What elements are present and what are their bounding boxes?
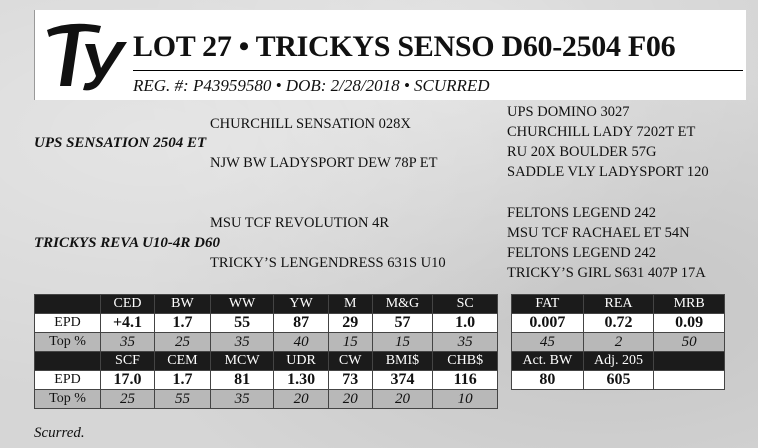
- epd-value: +4.1: [101, 314, 155, 333]
- percentile-value: 35: [210, 333, 273, 352]
- header-cell: SCF: [101, 352, 155, 371]
- epd-value: 29: [328, 314, 372, 333]
- percentile-value: 35: [210, 390, 273, 409]
- percentile-value: 25: [155, 333, 211, 352]
- header-cell: MCW: [210, 352, 273, 371]
- divider: [133, 70, 743, 71]
- epd-value: 57: [372, 314, 433, 333]
- header-cell: MRB: [654, 295, 725, 314]
- epd-value: 0.007: [512, 314, 584, 333]
- pedigree-sire-sire-sire: UPS DOMINO 3027: [507, 104, 630, 120]
- pedigree-sire-dam-sire: RU 20X BOULDER 57G: [507, 144, 657, 160]
- header-cell: Adj. 205: [583, 352, 654, 371]
- table-row: [35, 333, 498, 352]
- epd-value: 1.0: [433, 314, 498, 333]
- header-cell: BMI$: [372, 352, 433, 371]
- row-label: Top %: [35, 390, 101, 409]
- epd-value: 81: [210, 371, 273, 390]
- epd-value: 1.7: [155, 314, 211, 333]
- weight-value: [654, 371, 725, 390]
- pedigree-sire-dam-dam: SADDLE VLY LADYSPORT 120: [507, 164, 709, 180]
- percentile-value: 35: [101, 333, 155, 352]
- row-label: EPD: [35, 371, 101, 390]
- table-row: [512, 371, 725, 390]
- percentile-value: 10: [433, 390, 498, 409]
- table-header-row: [512, 295, 725, 314]
- header-cell: M&G: [372, 295, 433, 314]
- table-header-row: [512, 352, 725, 371]
- weight-value: 80: [512, 371, 584, 390]
- table-corner: [35, 295, 101, 314]
- percentile-value: 25: [101, 390, 155, 409]
- pedigree-sire: UPS SENSATION 2504 ET: [34, 135, 207, 151]
- header-cell: CW: [328, 352, 372, 371]
- header-cell: BW: [155, 295, 211, 314]
- pedigree-dam-dam-sire: FELTONS LEGEND 242: [507, 245, 657, 261]
- percentile-value: 45: [512, 333, 584, 352]
- brand-logo: [41, 16, 131, 94]
- header-cell: Act. BW: [512, 352, 584, 371]
- percentile-value: 20: [274, 390, 329, 409]
- percentile-value: 35: [433, 333, 498, 352]
- pedigree-dam-sire: MSU TCF REVOLUTION 4R: [210, 215, 389, 231]
- epd-value: 55: [210, 314, 273, 333]
- registration-line: REG. #: P43959580 • DOB: 2/28/2018 • SCURRED: [133, 76, 490, 95]
- lot-title: LOT 27 • TRICKYS SENSO D60-2504 F06: [133, 30, 676, 63]
- header-cell: [654, 352, 725, 371]
- header-cell: WW: [210, 295, 273, 314]
- epd-value: 87: [274, 314, 329, 333]
- pedigree-dam-sire-dam: MSU TCF RACHAEL ET 54N: [507, 225, 690, 241]
- epd-table-right: [511, 294, 725, 390]
- pedigree-dam-dam-dam: TRICKY’S GIRL S631 407P 17A: [507, 265, 706, 281]
- header-cell: YW: [274, 295, 329, 314]
- header-cell: SC: [433, 295, 498, 314]
- epd-value: 0.09: [654, 314, 725, 333]
- table-corner: [35, 352, 101, 371]
- header-cell: M: [328, 295, 372, 314]
- header-cell: REA: [583, 295, 654, 314]
- row-label: EPD: [35, 314, 101, 333]
- pedigree-sire-sire-dam: CHURCHILL LADY 7202T ET: [507, 124, 696, 140]
- epd-value: 374: [372, 371, 433, 390]
- header-cell: UDR: [274, 352, 329, 371]
- percentile-value: 40: [274, 333, 329, 352]
- epd-value: 1.7: [155, 371, 211, 390]
- pedigree-dam-sire-sire: FELTONS LEGEND 242: [507, 205, 657, 221]
- epd-value: 17.0: [101, 371, 155, 390]
- lot-header: [34, 10, 746, 100]
- pedigree-dam-dam: TRICKY’S LENGENDRESS 631S U10: [210, 255, 446, 271]
- table-header-row: [35, 295, 498, 314]
- percentile-value: 15: [372, 333, 433, 352]
- percentile-value: 15: [328, 333, 372, 352]
- header-cell: CHB$: [433, 352, 498, 371]
- epd-value: 116: [433, 371, 498, 390]
- pedigree-sire-sire: CHURCHILL SENSATION 028X: [210, 116, 411, 132]
- header-cell: FAT: [512, 295, 584, 314]
- table-row: [35, 314, 498, 333]
- epd-value: 1.30: [274, 371, 329, 390]
- table-header-row: [35, 352, 498, 371]
- pedigree-dam: TRICKYS REVA U10-4R D60: [34, 235, 221, 251]
- table-row: [35, 390, 498, 409]
- epd-value: 0.72: [583, 314, 654, 333]
- epd-table-left: [34, 294, 498, 409]
- epd-value: 73: [328, 371, 372, 390]
- weight-value: 605: [583, 371, 654, 390]
- percentile-value: 50: [654, 333, 725, 352]
- header-cell: CED: [101, 295, 155, 314]
- percentile-value: 2: [583, 333, 654, 352]
- table-row: [512, 314, 725, 333]
- percentile-value: 20: [372, 390, 433, 409]
- table-row: [35, 371, 498, 390]
- percentile-value: 20: [328, 390, 372, 409]
- percentile-value: 55: [155, 390, 211, 409]
- row-label: Top %: [35, 333, 101, 352]
- pedigree-sire-dam: NJW BW LADYSPORT DEW 78P ET: [210, 155, 438, 171]
- table-row: [512, 333, 725, 352]
- header-cell: CEM: [155, 352, 211, 371]
- footnote: Scurred.: [34, 425, 85, 441]
